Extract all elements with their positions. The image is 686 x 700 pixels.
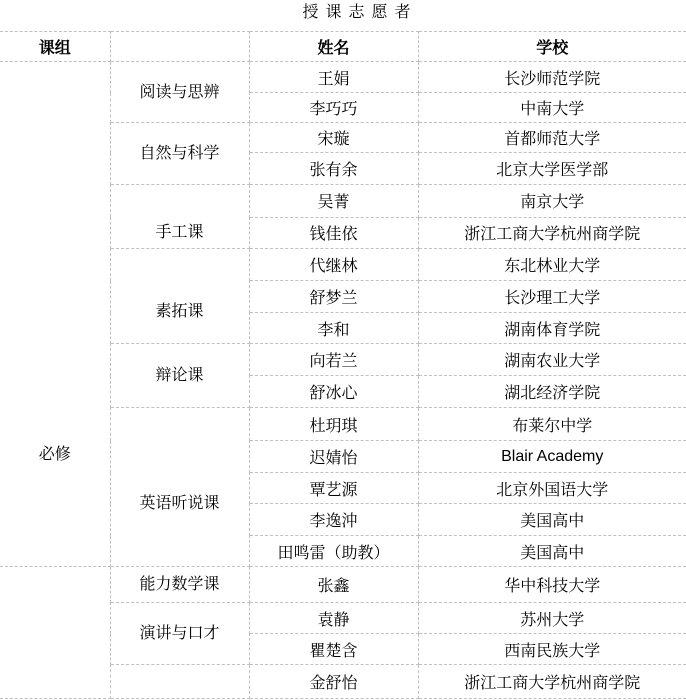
course-cell-label: 素拓课 (155, 303, 204, 320)
table-body (0, 62, 686, 699)
name-cell: 李巧巧 (249, 93, 418, 123)
school-cell: 北京外国语大学 (418, 473, 686, 504)
school-cell: 西南民族大学 (418, 634, 686, 665)
header-course (110, 32, 249, 62)
course-cell (110, 665, 249, 699)
course-cell-label: 自然与科学 (139, 144, 220, 162)
course-cell-label: 手工课 (155, 224, 204, 241)
school-cell: 浙江工商大学杭州商学院 (418, 217, 686, 249)
course-cell (110, 603, 249, 665)
header-group: 课组 (0, 32, 110, 62)
header-row (0, 32, 686, 62)
name-cell: 袁静 (249, 603, 418, 634)
school-cell: 华中科技大学 (418, 567, 686, 603)
school-cell: 长沙师范学院 (418, 62, 686, 93)
course-cell (110, 408, 249, 567)
group-cell-label: 必修 (38, 445, 71, 463)
course-cell (110, 62, 249, 123)
name-cell: 李逸沖 (249, 504, 418, 536)
course-cell (110, 185, 249, 249)
course-cell (110, 123, 249, 185)
school-cell: 南京大学 (418, 185, 686, 218)
name-cell: 覃艺源 (249, 473, 418, 504)
school-cell: 浙江工商大学杭州商学院 (418, 665, 686, 699)
group-cell (0, 62, 110, 567)
name-cell: 舒梦兰 (249, 281, 418, 313)
volunteer-table (0, 31, 686, 699)
name-cell: 金舒怡 (249, 665, 418, 699)
name-cell: 张有余 (249, 153, 418, 185)
school-cell: Blair Academy (418, 441, 686, 473)
header-school: 学校 (418, 32, 686, 62)
name-cell: 张鑫 (249, 567, 418, 603)
name-cell: 迟婧怡 (249, 441, 418, 473)
course-cell-label: 能力数学课 (139, 576, 220, 593)
school-cell: 美国高中 (418, 504, 686, 536)
school-cell: 湖南体育学院 (418, 313, 686, 344)
name-cell: 田鸣雷（助教） (249, 536, 418, 567)
header-name: 姓名 (249, 32, 418, 62)
name-cell: 李和 (249, 313, 418, 344)
name-cell: 王娟 (249, 62, 418, 93)
name-cell: 钱佳依 (249, 217, 418, 249)
page-title: 授课志愿者 (302, 4, 418, 21)
table-row (0, 567, 686, 603)
school-cell: 首都师范大学 (418, 123, 686, 153)
school-cell: 美国高中 (418, 536, 686, 567)
name-cell: 杜玥琪 (249, 408, 418, 441)
name-cell: 舒冰心 (249, 376, 418, 408)
course-cell-label: 演讲与口才 (139, 625, 220, 642)
course-cell (110, 249, 249, 344)
course-cell-label: 英语听说课 (139, 494, 220, 512)
table-row (0, 62, 686, 93)
name-cell: 代继林 (249, 249, 418, 281)
school-cell: 布莱尔中学 (418, 408, 686, 441)
course-cell (110, 344, 249, 408)
school-cell: 湖北经济学院 (418, 376, 686, 408)
name-cell: 宋璇 (249, 123, 418, 153)
school-cell: 湖南农业大学 (418, 344, 686, 376)
school-cell: 中南大学 (418, 93, 686, 123)
name-cell: 向若兰 (249, 344, 418, 376)
school-cell: 北京大学医学部 (418, 153, 686, 185)
course-cell-label: 阅读与思辨 (139, 83, 220, 101)
school-cell: 苏州大学 (418, 603, 686, 634)
course-cell (110, 567, 249, 603)
group-cell (0, 567, 110, 699)
course-cell-label: 辩论课 (155, 366, 204, 384)
name-cell: 吴菁 (249, 185, 418, 218)
school-cell: 长沙理工大学 (418, 281, 686, 313)
school-cell: 东北林业大学 (418, 249, 686, 281)
name-cell: 瞿楚含 (249, 634, 418, 665)
